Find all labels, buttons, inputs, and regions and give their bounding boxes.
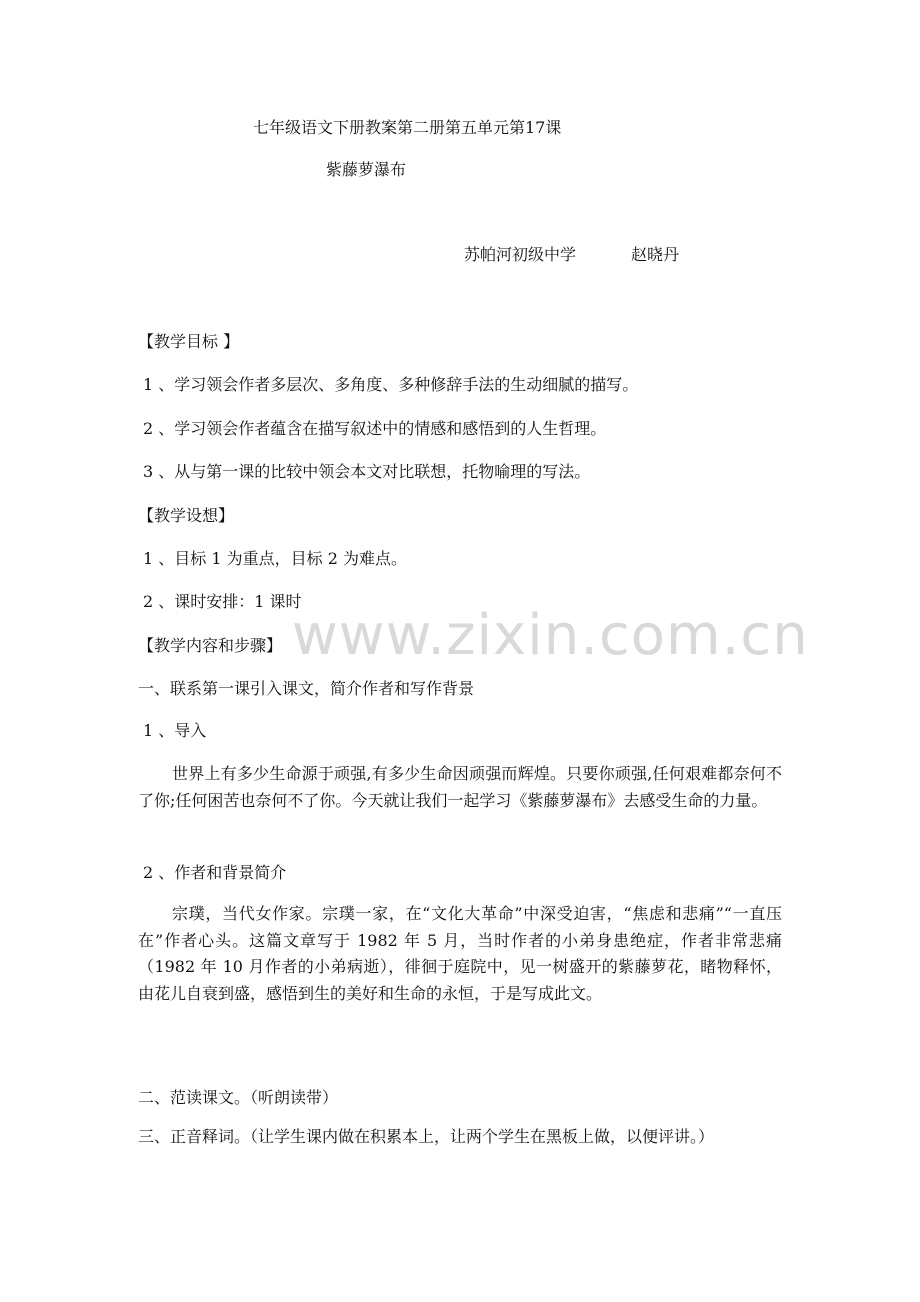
school-name: 苏帕河初级中学 — [464, 245, 577, 264]
plan-heading: 【教学设想】 — [138, 506, 235, 525]
section-heading: 二、范读课文。（听朗读带） — [138, 1088, 339, 1107]
section-heading: 三、正音释词。（让学生课内做在积累本上，让两个学生在黑板上做，以便评讲。） — [138, 1127, 715, 1146]
section-heading: 一、联系第一课引入课文，简介作者和写作背景 — [138, 679, 475, 698]
goals-heading: 【教学目标 】 — [138, 332, 240, 351]
step-heading: 2 、作者和背景简介 — [143, 863, 287, 882]
content-heading: 【教学内容和步骤】 — [138, 636, 283, 655]
bio-paragraph: 宗璞，当代女作家。宗璞一家，在“文化大革命”中深受迫害，“焦虑和悲痛”“一直压在”作者心头。这篇文章写于 1982 年 5 月，当时作者的小弟身患绝症，作者非常悲痛（1982 年 10 月作者的小弟病逝），徘徊于庭院中，见一树盛开的紫藤萝花，睹物释怀，由花儿自衰到盛，感悟到生的美好和生命的永恒，于是写成此文。 — [138, 904, 782, 1003]
intro-paragraph: 世界上有多少生命源于顽强,有多少生命因顽强而辉煌。只要你顽强,任何艰难都奈何不了你;任何困苦也奈何不了你。今天就让我们一起学习《紫藤萝瀑布》去感受生命的力量。 — [138, 764, 782, 810]
plan-item: 2 、课时安排：1 课时 — [143, 592, 302, 611]
author-name: 赵晓丹 — [631, 245, 680, 264]
goal-item: 2 、学习领会作者蕴含在描写叙述中的情感和感悟到的人生哲理。 — [143, 419, 607, 438]
watermark: www.zixin.com.cn — [292, 603, 809, 668]
step-heading: 1 、导入 — [143, 721, 207, 740]
lesson-title: 紫藤萝瀑布 — [326, 160, 407, 179]
plan-item: 1 、目标 1 为重点，目标 2 为难点。 — [143, 549, 407, 568]
goal-item: 1 、学习领会作者多层次、多角度、多种修辞手法的生动细腻的描写。 — [143, 375, 639, 394]
document-title: 七年级语文下册教案第二册第五单元第17课 — [253, 118, 562, 137]
goal-item: 3 、从与第一课的比较中领会本文对比联想，托物喻理的写法。 — [143, 462, 591, 481]
